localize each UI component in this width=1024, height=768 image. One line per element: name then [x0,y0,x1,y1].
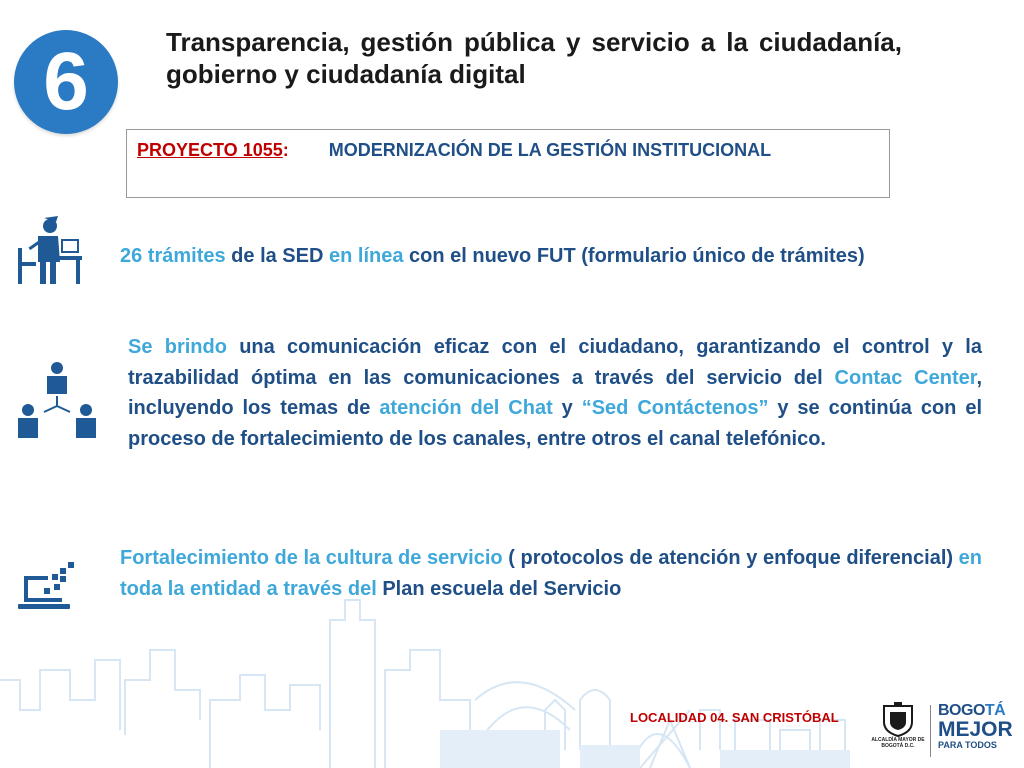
brand-line1-a: BOGO [938,702,985,719]
bogota-mejor-logo [938,703,1022,750]
item-1-seg-2: en línea [328,245,410,267]
page-title: Transparencia, gestión pública y servicio a la ciudadanía, gobierno y ciudadanía digital [166,27,902,89]
brand-line2: MEJOR [938,718,1013,741]
item-3-seg-0: Fortalecimiento de la cultura de servicio [120,547,509,569]
item-2-seg-5: y [561,397,582,419]
alcaldia-shield-logo [876,702,920,738]
item-1-seg-3: con el nuevo FUT (formulario único de trámites) [409,245,865,267]
item-2-seg-4: atención del Chat [379,397,562,419]
locality-label: LOCALIDAD 04. SAN CRISTÓBAL [630,710,839,725]
item-paragraph-1 [120,241,964,271]
item-paragraph-3 [120,543,982,604]
project-colon: : [282,140,289,160]
project-name: MODERNIZACIÓN DE LA GESTIÓN INSTITUCIONAL [328,140,772,160]
person-computer-icon [14,214,84,286]
brand-line1 [938,703,1022,719]
organization-network-icon [16,360,98,440]
item-3-seg-2: en toda la entidad a través del [120,547,982,600]
item-1-seg-1: de la SED [231,245,329,267]
item-2-seg-3: , incluyendo los temas de [128,366,982,419]
laptop-pixels-icon [18,562,78,614]
item-2-seg-7: y se continúa con el proceso de fortalecimiento de los canales, entre otros el canal telefónico. [128,397,983,450]
logo-divider [930,705,931,757]
project-box [126,129,890,198]
item-2-seg-1: una comunicación eficaz con el ciudadano, garantizando el control y la trazabilidad óptima en las comunicaciones a través del servicio del [128,336,982,389]
item-3-seg-3: Plan escuela del Servicio [382,577,622,600]
project-label: PROYECTO 1055 [137,140,283,160]
item-2-seg-6: “Sed Contáctenos” [581,397,778,419]
item-paragraph-2 [128,332,982,454]
project-text [137,137,879,163]
section-number-badge [14,30,118,134]
section-number: 6 [43,36,89,127]
item-2-seg-0: Se brindo [128,336,240,358]
brand-line3: PARA TODOS [938,740,997,750]
alcaldia-logo-text: ALCALDÍA MAYOR DE BOGOTÁ D.C. [871,737,925,749]
item-3-seg-1: ( protocolos de atención y enfoque diferencial) [508,547,959,569]
item-1-seg-0: 26 trámites [120,245,232,267]
brand-line1-b: TÁ [984,702,1006,719]
item-2-seg-2: Contac Center [834,366,977,389]
